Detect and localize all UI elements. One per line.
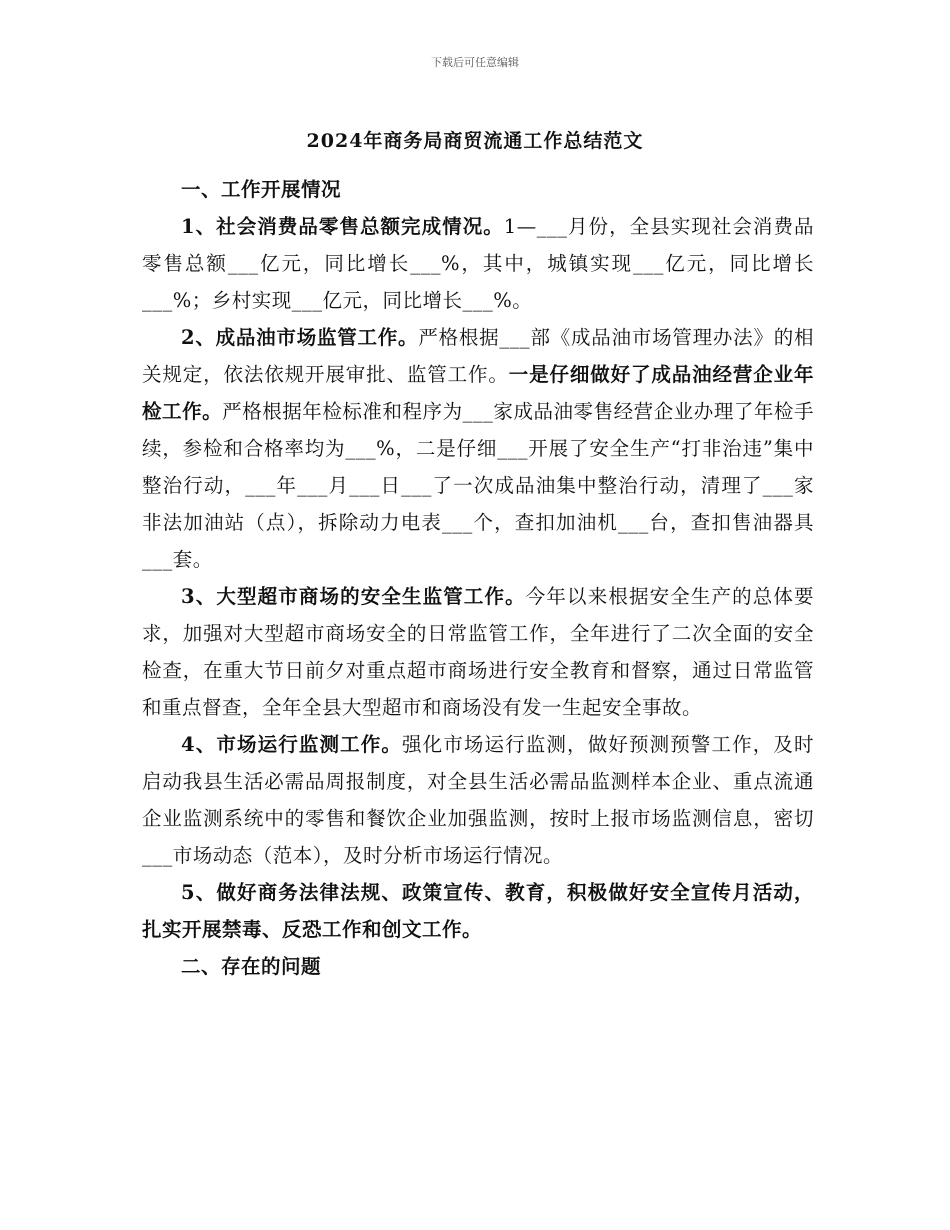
paragraph-text: 严格根据___部《成品油市场管理办法》的相关规定，依法依规开展审批、监管工作。 <box>142 326 814 386</box>
paragraph-heading: 1、社会消费品零售总额完成情况。 <box>181 215 504 238</box>
header-note: 下载后可任意编辑 <box>431 56 519 69</box>
paragraph-oil-market <box>142 319 814 578</box>
paragraph-emphasis: 一是仔细做好了成品油经营企业年检工作。 <box>142 363 814 423</box>
paragraph-text: 今年以来根据安全生产的总体要求，加强对大型超市商场安全的日常监管工作，全年进行了二次全面的安全检查，在重大节日前夕对重点超市商场进行安全教育和督察，通过日常监管和重点督查，全年全县大型超市和商场没有发一生起安全事故。 <box>142 585 814 719</box>
document-body <box>142 171 814 985</box>
paragraph-supermarket-safety <box>142 578 814 726</box>
document-title: 2024年商务局商贸流通工作总结范文 <box>306 130 644 152</box>
paragraph-market-monitoring <box>142 726 814 874</box>
section-heading-2: 二、存在的问题 <box>181 955 322 978</box>
paragraph-text: 1—___月份，全县实现社会消费品零售总额___亿元，同比增长___%，其中，城镇实现___亿元，同比增长___%；乡村实现___亿元，同比增长___%。 <box>142 215 814 312</box>
paragraph-text: 严格根据年检标准和程序为___家成品油零售经营企业办理了年检手续，参检和合格率均为___%，二是仔细___开展了安全生产“打非治违”集中整治行动，___年___月___日___了一次成品油集中整治行动，清理了___家非法加油站（点），拆除动力电表___个，查扣加油机___台，查扣售油器具___套。 <box>142 400 814 571</box>
paragraph-heading: 4、市场运行监测工作。 <box>181 733 403 756</box>
section-heading-1: 一、工作开展情况 <box>181 178 342 201</box>
paragraph-text: 强化市场运行监测，做好预测预警工作，及时启动我县生活必需品周报制度，对全县生活必需品监测样本企业、重点流通企业监测系统中的零售和餐饮企业加强监测，按时上报市场监测信息，密切___市场动态（范本），及时分析市场运行情况。 <box>142 733 814 867</box>
paragraph-publicity <box>142 874 814 948</box>
paragraph-retail-sales <box>142 208 814 319</box>
paragraph-heading: 5、做好商务法律法规、政策宣传、教育，积极做好安全宣传月活动，扎实开展禁毒、反恐工作和创文工作。 <box>142 881 814 941</box>
paragraph-heading: 2、成品油市场监管工作。 <box>181 326 419 349</box>
paragraph-heading: 3、大型超市商场的安全生监管工作。 <box>181 585 526 608</box>
